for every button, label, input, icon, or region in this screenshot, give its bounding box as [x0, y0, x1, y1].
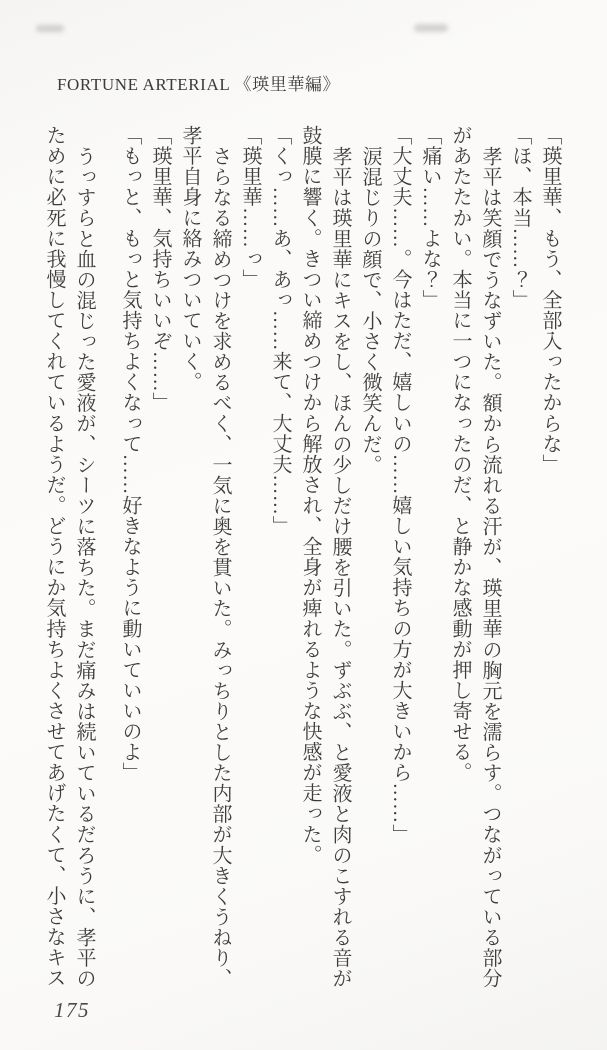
- text-column-7: 涙混じりの顔で、小さく微笑んだ。: [359, 146, 381, 475]
- text-column-16: うっすらと血の混じった愛液が、シーツに落ちた。まだ痛みは続いているだろうに、孝平の: [73, 146, 95, 989]
- text-columns: [39, 125, 565, 1010]
- text-column-6: 「大丈夫……。今はただ、嬉しいの……嬉しい気持ちの方が大きいから……」: [389, 125, 411, 845]
- text-column-13: 孝平自身に絡みついていく。: [179, 125, 201, 393]
- text-column-1: 「瑛里華、もう、全部入ったからな」: [539, 125, 561, 475]
- scan-smudge-right: [414, 24, 448, 32]
- text-column-8: 孝平は瑛里華にキスをし、ほんの少しだけ腰を引いた。ずぶぶ、と愛液と肉のこすれる音が: [329, 146, 351, 989]
- text-column-4: があたたかい。本当に一つになったのだ、と静かな感動が押し寄せる。: [449, 125, 471, 783]
- page-number: 175: [54, 998, 90, 1022]
- text-column-2: 「ほ、本当……？」: [509, 125, 531, 310]
- text-column-10: 「くっ……あ、あっ……来て、大丈夫……」: [269, 125, 291, 536]
- running-header-title: FORTUNE ARTERIAL 《瑛里華編》: [57, 75, 341, 94]
- scan-smudge-left: [36, 25, 64, 32]
- text-column-12: さらなる締めつけを求めるべく、一気に奥を貫いた。みっちりとした内部が大きくうねり、: [209, 146, 231, 989]
- text-column-11: 「瑛里華……っ」: [239, 125, 261, 290]
- text-column-15: 「もっと、もっと気持ちよくなって……好きなように動いていいのよ」: [119, 125, 141, 783]
- text-column-17: ために必死に我慢してくれているようだ。どうにか気持ちよくさせてあげたくて、小さなキス: [43, 125, 65, 989]
- text-column-5: 「痛い……よな？」: [419, 125, 441, 310]
- text-column-9: 鼓膜に響く。きつい締めつけから解放され、全身が痺れるような快感が走った。: [299, 125, 321, 865]
- text-column-3: 孝平は笑顔でうなずいた。額から流れる汗が、瑛里華の胸元を濡らす。つながっている部分: [479, 146, 501, 989]
- text-column-14: 「瑛里華、気持ちいいぞ……」: [149, 125, 171, 413]
